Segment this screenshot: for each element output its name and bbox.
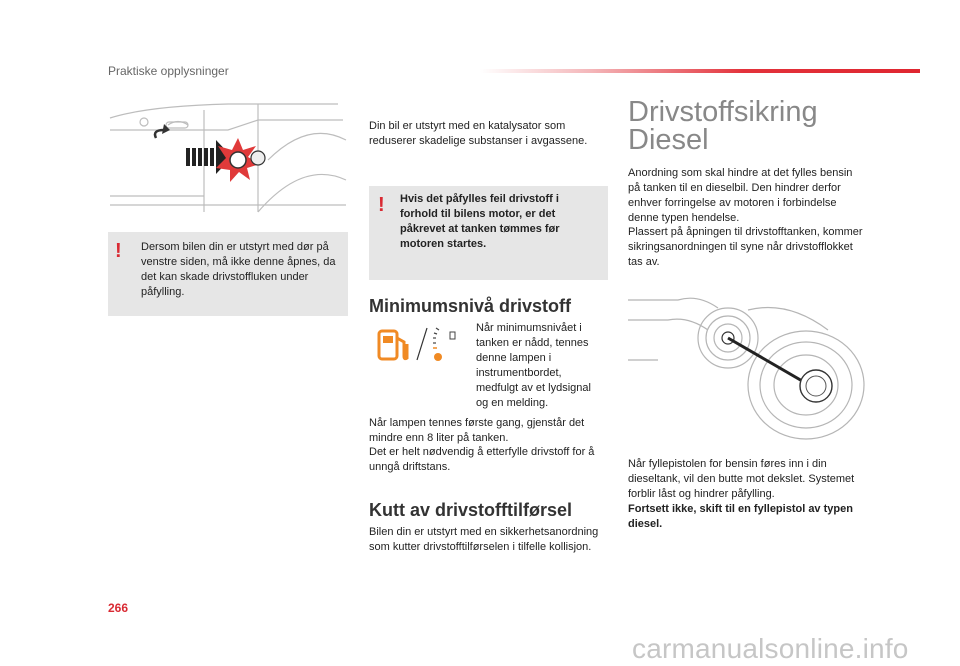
cutoff-heading: Kutt av drivstofftilførsel <box>369 500 573 520</box>
page-number: 266 <box>108 601 129 615</box>
diesel-para4: Fortsett ikke, skift til en fyllepistol av typen diesel. <box>628 503 853 530</box>
min-level-heading: Minimumsnivå drivstoff <box>369 296 572 316</box>
car-side-fuel-flap-illustration <box>108 100 348 220</box>
page-title <box>628 98 818 154</box>
diesel-para1: Anordning som skal hindre at det fylles bensin på tanken til en dieselbil. Den hindrer derfor enhver forringelse av motoren i forbindelse denne typen hendelse. <box>628 167 853 224</box>
min-level-icon-text: Når minimumsnivået i tanken er nådd, tennes denne lampen i instrumentbordet, medfulgt av et lydsignal og en melding. <box>476 322 591 409</box>
wrong-fuel-warning-text: Hvis det påfylles feil drivstoff i forhold til bilens motor, er det påkrevet at tanken tømmes før motoren startes. <box>400 193 560 250</box>
diesel-para2: Plassert på åpningen til drivstofftanken, kommer sikringsanordningen til syne når drivstofflokket tas av. <box>628 226 863 268</box>
wrong-fuel-warning-box <box>369 186 608 280</box>
door-warning-box <box>108 232 348 316</box>
catalyst-intro-text: Din bil er utstyrt med en katalysator som reduserer skadelige substanser i avgassene. <box>369 120 588 147</box>
warning-icon: ! <box>378 194 385 216</box>
min-level-para1: Når lampen tennes første gang, gjenstår det mindre enn 8 liter på tanken. <box>369 417 585 444</box>
warning-icon: ! <box>115 240 122 262</box>
diesel-filler-neck-illustration <box>628 290 868 440</box>
cutoff-text: Bilen din er utstyrt med en sikkerhetsanordning som kutter drivstofftilførselen i tilfelle kollisjon. <box>369 526 599 553</box>
watermark: carmanualsonline.info <box>632 633 909 664</box>
fuel-pump-icon <box>376 328 412 362</box>
diesel-para3: Når fyllepistolen for bensin føres inn i din dieseltank, vil den butte mot dekslet. Systemet forblir låst og hindrer påfylling. <box>628 458 855 500</box>
header-rule <box>480 69 920 73</box>
section-header: Praktiske opplysninger <box>108 64 229 78</box>
fuel-gauge-icon <box>430 324 460 364</box>
separator-slash <box>415 326 429 362</box>
title-line-1: Drivstoffsikring <box>628 96 818 128</box>
min-level-para2: Det er helt nødvendig å etterfylle drivstoff for å unngå driftstans. <box>369 446 595 473</box>
door-warning-text: Dersom bilen din er utstyrt med dør på venstre siden, må ikke denne åpnes, da det kan skade drivstoffluken under påfylling. <box>141 241 336 298</box>
title-line-2: Diesel <box>628 124 709 156</box>
